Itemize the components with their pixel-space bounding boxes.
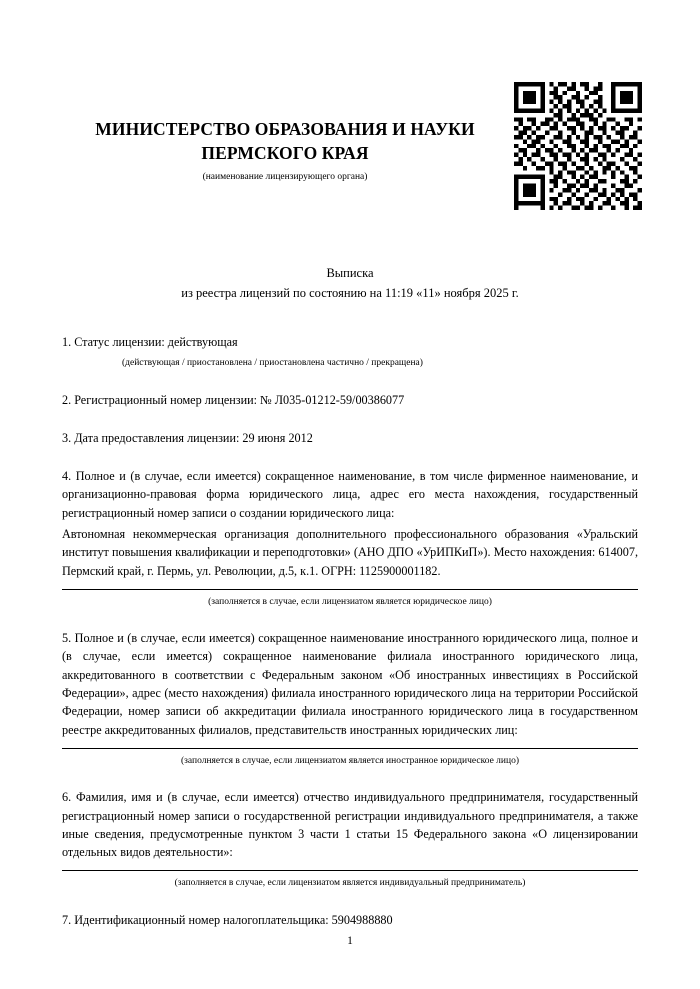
page-number: 1 (347, 935, 353, 947)
document-title-line2: из реестра лицензий по состоянию на 11:19 «11» ноября 2025 г. (181, 285, 519, 300)
document-title (62, 264, 638, 303)
section-license-number-text: 2. Регистрационный номер лицензии: № Л035-01212-59/00386077 (62, 392, 405, 407)
section-foreign-entity-note: (заполняется в случае, если лицензиатом является иностранное юридическое лицо) (181, 755, 519, 766)
section-foreign-entity (62, 629, 638, 768)
qr-code-svg (514, 82, 642, 210)
document-title-line1: Выписка (326, 266, 374, 281)
section-taxpayer-number-text: 7. Идентификационный номер налогоплательщика: 5904988880 (62, 912, 393, 927)
section-status-note: (действующая / приостановлена / приостановлена частично / прекращена) (122, 358, 423, 369)
issuing-authority-line1: МИНИСТЕРСТВО ОБРАЗОВАНИЯ И НАУКИ (95, 119, 475, 139)
section-status (62, 333, 638, 371)
section-license-number (62, 391, 638, 409)
section-status-text: 1. Статус лицензии: действующая (62, 335, 238, 349)
section-taxpayer-number (62, 911, 638, 929)
section-individual-entrepreneur-note: (заполняется в случае, если лицензиатом является индивидуальный предприниматель) (174, 878, 526, 889)
issuing-authority-line2: ПЕРМСКОГО КРАЯ (201, 142, 369, 163)
section-individual-entrepreneur-rule (62, 870, 638, 871)
section-license-date-text: 3. Дата предоставления лицензии: 29 июня 2012 (62, 430, 313, 445)
section-individual-entrepreneur-heading: 6. Фамилия, имя и (в случае, если имеется) отчество индивидуального предпринимателя, государственный регистрационный номер записи о государственной регистрации индивидуального предпринимателя, а также иные сведения, предусмотренные пунктом 3 части 1 статьи 15 Федерального закона «О лицензировании отдельных видов деятельности»: (62, 790, 638, 860)
issuing-authority-caption: (наименование лицензирующего органа) (202, 172, 368, 183)
qr-code (514, 82, 642, 210)
section-foreign-entity-rule (62, 748, 638, 749)
section-foreign-entity-heading: 5. Полное и (в случае, если имеется) сокращенное наименование иностранного юридического лица, полное и (в случае, если имеется) сокращенное наименование филиала иностранного юридического лица, аккредитованного в соответствии с Федеральным законом «Об иностранных инвестициях в Российской Федерации», адрес (место нахождения) филиала иностранного юридического лица на территории Российской Федерации, номер записи об аккредитации филиала иностранного юридического лица в государственном реестре аккредитованных филиалов, представительств иностранных юридических лиц: (62, 631, 638, 737)
section-individual-entrepreneur (62, 788, 638, 890)
section-legal-entity-heading: 4. Полное и (в случае, если имеется) сокращенное наименование, в том числе фирменное наименование, и организационно-правовая форма юридического лица, адрес его места нахождения, государственный регистрационный номер записи о создании юридического лица: (62, 469, 638, 520)
section-license-date (62, 429, 638, 447)
section-legal-entity-body: Автономная некоммерческая организация дополнительного профессионального образования «Уральский институт повышения квалификации и переподготовки» (АНО ДПО «УрИПКиП»). Место нахождения: 614007, Пермский край, г. Пермь, ул. Революции, д.5, к.1. ОГРН: 1125900001182. (62, 527, 638, 578)
section-legal-entity-note: (заполняется в случае, если лицензиатом является юридическое лицо) (208, 596, 492, 607)
issuing-authority-title (62, 118, 508, 165)
section-legal-entity-rule (62, 589, 638, 590)
section-legal-entity (62, 467, 638, 609)
